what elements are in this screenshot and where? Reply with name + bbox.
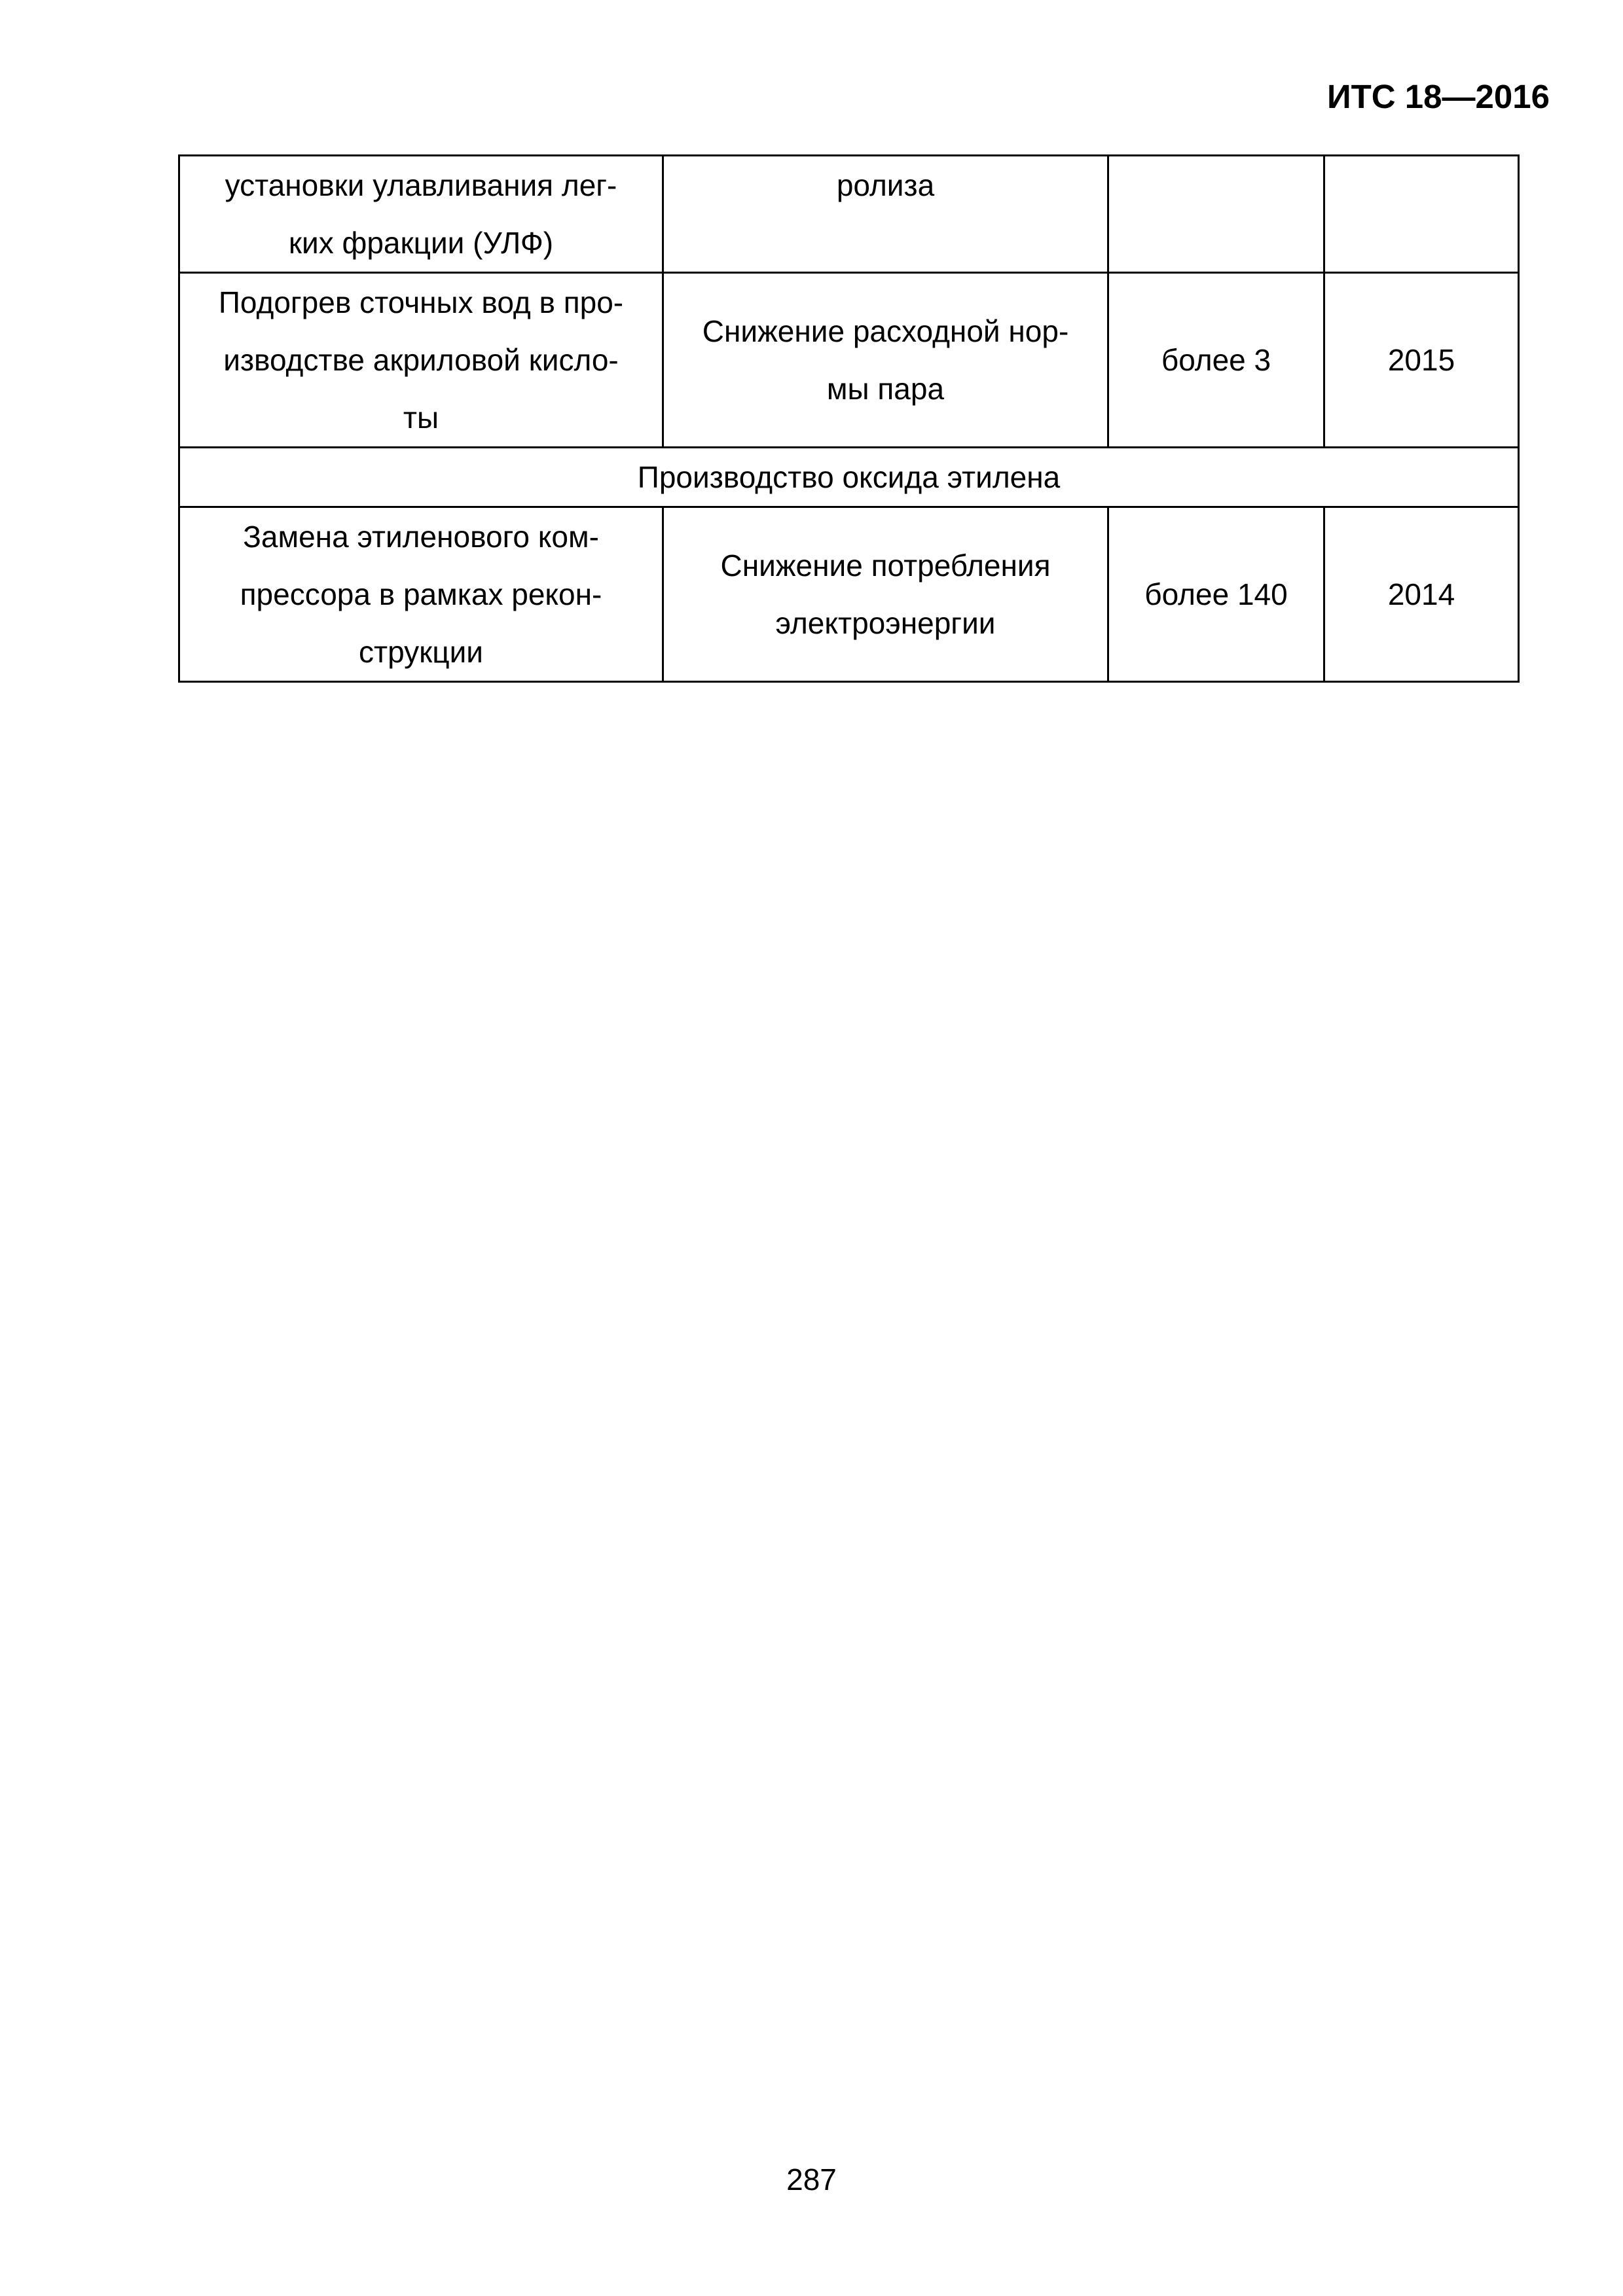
table-row (179, 273, 1519, 448)
document-code-header: ИТС 18—2016 (1327, 78, 1550, 115)
year-cell (1324, 156, 1519, 273)
value-cell (1108, 156, 1324, 273)
section-row (179, 448, 1519, 507)
table-row (179, 507, 1519, 682)
measure-cell: установки улавливания лег- ких фракции (УЛФ) (179, 156, 663, 273)
section-title-cell: Производство оксида этилена (179, 448, 1519, 507)
effect-cell: Снижение расходной нор- мы пара (663, 273, 1108, 448)
measure-cell: Замена этиленового ком- прессора в рамках рекон- струкции (179, 507, 663, 682)
value-cell: более 140 (1108, 507, 1324, 682)
measures-table (178, 154, 1520, 683)
effect-cell: Снижение потребления электроэнергии (663, 507, 1108, 682)
year-cell: 2014 (1324, 507, 1519, 682)
measure-cell: Подогрев сточных вод в про- изводстве акриловой кисло- ты (179, 273, 663, 448)
table-row (179, 156, 1519, 273)
year-cell: 2015 (1324, 273, 1519, 448)
page-number: 287 (786, 2162, 837, 2197)
effect-cell: ролиза (663, 156, 1108, 273)
value-cell: более 3 (1108, 273, 1324, 448)
